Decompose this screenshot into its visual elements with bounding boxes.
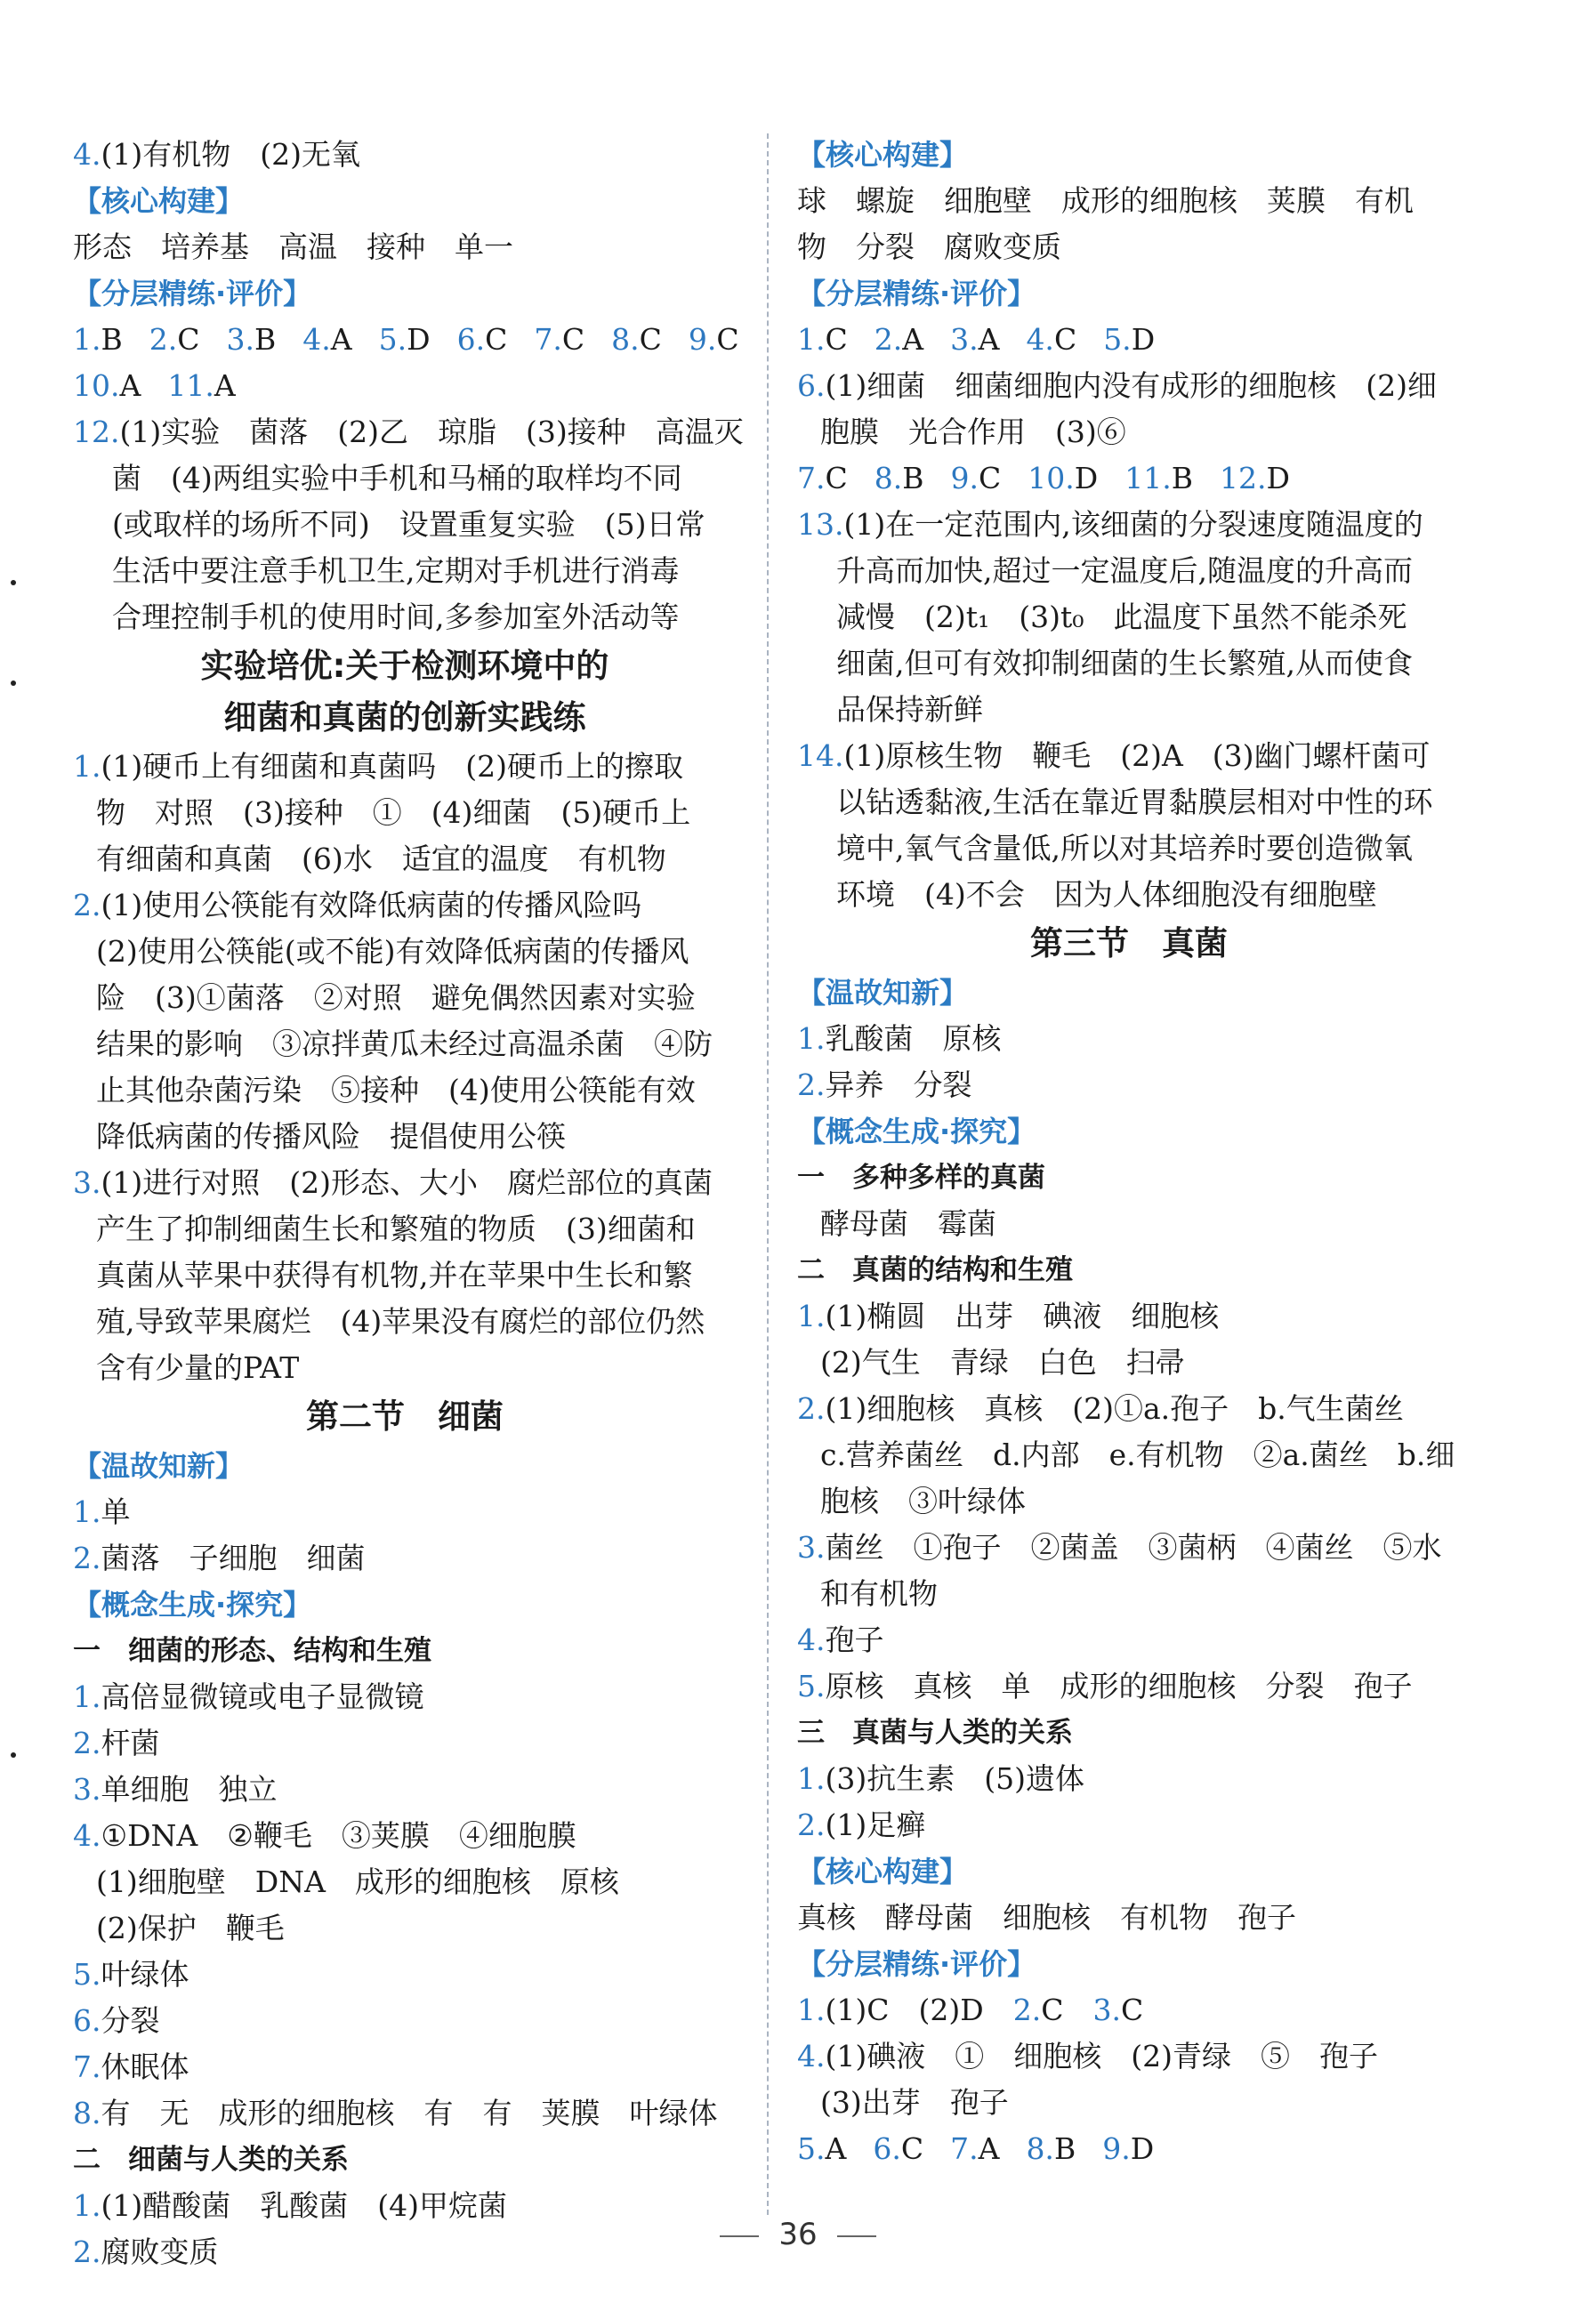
answer-item [797, 363, 1461, 409]
answer-continuation: 菌 (4)两组实验中手机和马桶的取样均不同 [112, 461, 682, 495]
choice-answers-row [797, 317, 1461, 363]
answer-text: C [1041, 1993, 1093, 2027]
answer-continuation: 和有机物 [820, 1576, 938, 1611]
answer-text: C [1120, 1993, 1144, 2027]
answer-letter: B [101, 322, 123, 357]
choice-answers-row [73, 317, 737, 363]
choice-answer [1124, 461, 1193, 495]
answer-text: (1)进行对照 (2)形态、大小 腐烂部位的真菌 [101, 1165, 713, 1200]
answer-item [73, 882, 737, 929]
answer-continuation: (2)保护 鞭毛 [96, 1911, 285, 1945]
answer-letter: C [1053, 322, 1077, 357]
answer-letter: C [979, 461, 1002, 495]
section-heading: 【分层精练·评价】 [797, 277, 1036, 310]
answer-item [797, 1525, 1461, 1571]
choice-answer [149, 322, 200, 357]
answer-text: 腐败变质 [101, 2235, 219, 2269]
choice-answer [1026, 2131, 1076, 2166]
choice-answer [227, 322, 277, 357]
answer-text: (1)足癣 [825, 1808, 926, 1842]
choice-answers-row [797, 1987, 1461, 2033]
choice-answer [457, 322, 508, 357]
answer-continuation: 含有少量的PAT [96, 1350, 300, 1385]
answer-letter: D [1074, 461, 1099, 495]
question-number: 1. [797, 1299, 826, 1333]
answer-text-line: 球 螺旋 细胞壁 成形的细胞核 荚膜 有机 [797, 183, 1414, 218]
answer-letter: D [1130, 2131, 1155, 2166]
answer-continuation: (或取样的场所不同) 设置重复实验 (5)日常 [112, 507, 705, 542]
choice-answer [797, 2131, 846, 2166]
answer-item [797, 1756, 1461, 1802]
question-number: 6. [73, 2003, 101, 2038]
answer-item [73, 132, 737, 178]
answer-continuation: 结果的影响 ③凉拌黄瓜未经过高温杀菌 ④防 [96, 1027, 713, 1061]
answer-item [73, 1489, 737, 1535]
footer-dash-left [720, 2235, 759, 2237]
question-number: 3. [797, 1530, 826, 1565]
answer-continuation: 减慢 (2)t₁ (3)t₀ 此温度下虽然不能杀死 [836, 600, 1407, 634]
answer-text: (1)硬币上有细菌和真菌吗 (2)硬币上的擦取 [101, 749, 683, 784]
answer-continuation: c.营养菌丝 d.内部 e.有机物 ②a.菌丝 b.细 [820, 1437, 1455, 1472]
subsection-heading: 一 细菌的形态、结构和生殖 [73, 1635, 431, 1667]
answer-item [797, 1663, 1461, 1710]
left-column [73, 132, 744, 2275]
answer-item [797, 2033, 1461, 2080]
question-number: 8. [611, 322, 640, 357]
question-number: 2. [73, 1541, 101, 1575]
section-heading: 【核心构建】 [797, 1855, 969, 1888]
question-number: 2. [73, 2235, 101, 2269]
question-number: 1. [73, 322, 101, 357]
answer-letter: D [1131, 322, 1156, 357]
answer-text: 分裂 [101, 2003, 160, 2038]
answer-letter: D [407, 322, 431, 357]
answer-text: 单细胞 独立 [101, 1772, 278, 1807]
choice-answer [1026, 322, 1076, 357]
question-number: 8. [73, 2096, 101, 2130]
column-divider [767, 133, 769, 2215]
question-number: 1. [73, 2188, 101, 2223]
answer-text: 叶绿体 [101, 1957, 189, 1992]
question-number: 9. [950, 461, 979, 495]
section-heading: 【核心构建】 [797, 138, 969, 172]
answer-continuation: 降低病菌的传播风险 提倡使用公筷 [96, 1119, 566, 1154]
question-number: 2. [874, 322, 903, 357]
answer-item [797, 1802, 1461, 1848]
question-number: 7. [534, 322, 562, 357]
choice-answer [302, 322, 351, 357]
answer-text: 孢子 [825, 1623, 884, 1657]
answer-letter: A [902, 322, 924, 357]
answer-item [797, 1617, 1461, 1663]
answer-continuation: (2)使用公筷能(或不能)有效降低病菌的传播风 [96, 934, 689, 969]
answer-item [73, 1160, 737, 1206]
answer-item [797, 1016, 1461, 1062]
question-number: 2. [73, 888, 101, 922]
answer-item [73, 1767, 737, 1813]
section-title: 细菌和真菌的创新实践练 [223, 698, 586, 737]
section-heading: 【温故知新】 [73, 1449, 245, 1483]
answer-text: (1)C (2)D [825, 1993, 1013, 2027]
answer-text: 异养 分裂 [825, 1067, 972, 1102]
choice-answer [873, 2131, 923, 2166]
answer-text: 乳酸菌 原核 [825, 1021, 1002, 1056]
answer-continuation: 真菌从苹果中获得有机物,并在苹果中生长和繁 [96, 1258, 693, 1292]
section-title: 实验培优:关于检测环境中的 [200, 647, 609, 685]
choice-answer [1028, 461, 1098, 495]
choice-answers-row [73, 363, 737, 409]
question-number: 2. [797, 1808, 826, 1842]
answer-text: (1)原核生物 鞭毛 (2)A (3)幽门螺杆菌可 [843, 738, 1431, 773]
question-number: 1. [73, 1494, 101, 1529]
answer-continuation: 胞核 ③叶绿体 [820, 1484, 1026, 1518]
answer-letter: B [1171, 461, 1193, 495]
answer-item [73, 2090, 737, 2137]
section-heading: 【分层精练·评价】 [797, 1947, 1036, 1981]
section-heading: 【概念生成·探究】 [797, 1115, 1036, 1148]
answer-text: (3)抗生素 (5)遗体 [825, 1761, 1084, 1796]
choice-answer [951, 461, 1002, 495]
answer-text: (1)椭圆 出芽 碘液 细胞核 [825, 1299, 1220, 1333]
answer-continuation: 产生了抑制细菌生长和繁殖的物质 (3)细菌和 [96, 1212, 696, 1246]
question-number: 8. [1026, 2131, 1054, 2166]
subsection-heading: 二 真菌的结构和生殖 [797, 1254, 1073, 1286]
answer-letter: C [716, 322, 739, 357]
answer-item [73, 2044, 737, 2090]
choice-answer [73, 368, 141, 403]
answer-text: 高倍显微镜或电子显微镜 [101, 1679, 424, 1714]
answer-text: (1)细胞核 真核 (2)①a.孢子 b.气生菌丝 [825, 1391, 1404, 1426]
answer-text: ①DNA ②鞭毛 ③荚膜 ④细胞膜 [101, 1818, 576, 1853]
choice-answer [73, 322, 123, 357]
question-number: 5. [73, 1957, 101, 1992]
answer-continuation: 环境 (4)不会 因为人体细胞没有细胞壁 [836, 877, 1377, 912]
choice-answer [950, 322, 999, 357]
answer-item [797, 1293, 1461, 1340]
answer-letter: B [1053, 2131, 1076, 2166]
answer-letter: C [900, 2131, 924, 2166]
subsection-heading: 一 多种多样的真菌 [797, 1162, 1045, 1194]
answer-text: (1)使用公筷能有效降低病菌的传播风险吗 [101, 888, 642, 922]
answer-item [73, 1813, 737, 1859]
question-number: 7. [73, 2049, 101, 2084]
answer-continuation: 酵母菌 霉菌 [820, 1206, 996, 1241]
question-number: 3. [950, 322, 979, 357]
question-number: 11. [167, 368, 214, 403]
answer-continuation: 胞膜 光合作用 (3)⑥ [820, 415, 1126, 449]
question-number: 14. [797, 738, 844, 773]
question-number: 1. [797, 1021, 826, 1056]
answer-continuation: (1)细胞壁 DNA 成形的细胞核 原核 [96, 1864, 619, 1899]
answer-letter: C [639, 322, 662, 357]
answer-item [73, 1720, 737, 1767]
question-number: 12. [1219, 461, 1267, 495]
question-number: 5. [797, 2131, 826, 2166]
answer-letter: A [978, 2131, 1000, 2166]
answer-continuation: (2)气生 青绿 白色 扫帚 [820, 1345, 1185, 1380]
answer-text: (1)碘液 ① 细胞核 (2)青绿 ⑤ 孢子 [825, 2039, 1378, 2073]
question-number: 5. [378, 322, 407, 357]
choice-answer [797, 322, 848, 357]
answer-letter: C [177, 322, 200, 357]
choice-answer [379, 322, 431, 357]
answer-text: (1)醋酸菌 乳酸菌 (4)甲烷菌 [101, 2188, 507, 2223]
answer-item [73, 1674, 737, 1720]
answer-letter: C [485, 322, 508, 357]
answer-item [797, 502, 1461, 548]
choice-answer [1220, 461, 1290, 495]
question-number: 1. [797, 1993, 826, 2027]
question-number: 10. [1028, 461, 1075, 495]
question-number: 4. [1026, 322, 1054, 357]
question-number: 1. [73, 749, 101, 784]
answer-letter: A [330, 322, 352, 357]
choice-answer [875, 322, 923, 357]
choice-answer [689, 322, 739, 357]
question-number: 7. [797, 461, 826, 495]
question-number: 2. [149, 322, 178, 357]
answer-letter: D [1266, 461, 1290, 495]
answer-continuation: 细菌,但可有效抑制细菌的生长繁殖,从而使食 [836, 646, 1413, 680]
choice-answer [875, 461, 924, 495]
question-number: 13. [797, 507, 844, 542]
answer-item [797, 1386, 1461, 1432]
choice-answer [1102, 2131, 1154, 2166]
margin-mark [11, 1752, 16, 1758]
answer-letter: C [825, 322, 848, 357]
answer-text-line: 形态 培养基 高温 接种 单一 [73, 229, 513, 264]
answer-text: 原核 真核 单 成形的细胞核 分裂 孢子 [825, 1669, 1413, 1703]
choice-answers-row [797, 455, 1461, 502]
answer-letter: B [902, 461, 924, 495]
answer-item [73, 1535, 737, 1582]
question-number: 3. [1092, 1993, 1121, 2027]
footer-dash-right [837, 2235, 876, 2237]
question-number: 9. [688, 322, 717, 357]
section-title: 第二节 细菌 [306, 1397, 504, 1436]
choice-answer [167, 368, 235, 403]
question-number: 11. [1124, 461, 1172, 495]
section-heading: 【核心构建】 [73, 184, 245, 218]
question-number: 6. [873, 2131, 901, 2166]
answer-continuation: 合理控制手机的使用时间,多参加室外活动等 [112, 600, 680, 634]
section-title: 第三节 真菌 [1030, 924, 1228, 962]
answer-text: (1)在一定范围内,该细菌的分裂速度随温度的 [843, 507, 1423, 542]
answer-text: 菌丝 ①孢子 ②菌盖 ③菌柄 ④菌丝 ⑤水 [825, 1530, 1442, 1565]
question-number: 3. [73, 1165, 101, 1200]
answer-text-line: 真核 酵母菌 细胞核 有机物 孢子 [797, 1900, 1296, 1935]
question-number: 9. [1102, 2131, 1131, 2166]
choice-answer [950, 2131, 999, 2166]
choice-answer [1103, 322, 1155, 357]
answer-continuation: 品保持新鲜 [836, 692, 983, 727]
answer-text: 菌落 子细胞 细菌 [101, 1541, 366, 1575]
section-heading: 【概念生成·探究】 [73, 1588, 312, 1622]
page-footer [0, 2217, 1596, 2252]
answer-letter: A [825, 2131, 847, 2166]
choice-answers-row [797, 2126, 1461, 2172]
section-heading: 【温故知新】 [797, 976, 969, 1010]
margin-mark [11, 680, 16, 686]
answer-letter: A [978, 322, 1000, 357]
question-number: 6. [797, 368, 826, 403]
right-column [797, 132, 1461, 2172]
answer-continuation: 殖,导致苹果腐烂 (4)苹果没有腐烂的部位仍然 [96, 1304, 705, 1339]
answer-continuation: 以钻透黏液,生活在靠近胃黏膜层相对中性的环 [836, 785, 1433, 819]
question-number: 4. [797, 2039, 826, 2073]
answer-continuation: 物 对照 (3)接种 ① (4)细菌 (5)硬币上 [96, 795, 691, 830]
answer-text: 杆菌 [101, 1726, 160, 1760]
question-number: 2. [797, 1067, 826, 1102]
answer-text: 单 [101, 1494, 131, 1529]
answer-continuation: (3)出芽 孢子 [820, 2085, 1009, 2120]
question-number: 1. [73, 1679, 101, 1714]
answer-continuation: 险 (3)①菌落 ②对照 避免偶然因素对实验 [96, 980, 696, 1015]
question-number: 2. [1012, 1993, 1042, 2027]
answer-continuation: 有细菌和真菌 (6)水 适宜的温度 有机物 [96, 841, 666, 876]
answer-letter: C [825, 461, 848, 495]
question-number: 4. [797, 1623, 826, 1657]
answer-letter: B [254, 322, 277, 357]
section-heading: 【分层精练·评价】 [73, 277, 312, 310]
question-number: 4. [73, 1818, 101, 1853]
choice-answer [797, 461, 848, 495]
question-number: 2. [73, 1726, 101, 1760]
question-number: 12. [73, 415, 120, 449]
question-number: 6. [456, 322, 486, 357]
answer-text: (1)实验 菌落 (2)乙 琼脂 (3)接种 高温灭 [119, 415, 744, 449]
answer-text: 休眠体 [101, 2049, 189, 2084]
subsection-heading: 三 真菌与人类的关系 [797, 1717, 1073, 1749]
question-number: 4. [73, 137, 101, 172]
answer-text-line: 物 分裂 腐败变质 [797, 229, 1061, 264]
answer-continuation: 境中,氧气含量低,所以对其培养时要创造微氧 [836, 831, 1413, 866]
question-number: 4. [302, 322, 331, 357]
question-number: 10. [73, 368, 120, 403]
subsection-heading: 二 细菌与人类的关系 [73, 2144, 349, 2176]
choice-answer [611, 322, 662, 357]
question-number: 5. [797, 1669, 826, 1703]
answer-text: 有 无 成形的细胞核 有 有 荚膜 叶绿体 [101, 2096, 718, 2130]
answer-item [73, 1998, 737, 2044]
answer-letter: A [119, 368, 141, 403]
question-number: 2. [797, 1391, 826, 1426]
answer-text: (1)有机物 (2)无氧 [101, 137, 360, 172]
question-number: 3. [73, 1772, 101, 1807]
answer-item [73, 1952, 737, 1998]
answer-letter: C [561, 322, 585, 357]
page-number: 36 [778, 2217, 818, 2252]
answer-item [73, 409, 744, 455]
answer-item [797, 1062, 1461, 1108]
question-number: 7. [950, 2131, 979, 2166]
question-number: 8. [874, 461, 903, 495]
question-number: 1. [797, 1761, 826, 1796]
question-number: 1. [797, 322, 826, 357]
question-number: 3. [226, 322, 255, 357]
margin-mark [11, 580, 16, 585]
choice-answer [534, 322, 584, 357]
question-number: 5. [1103, 322, 1132, 357]
answer-continuation: 生活中要注意手机卫生,定期对手机进行消毒 [112, 553, 680, 588]
answer-item [797, 733, 1461, 779]
answer-letter: A [214, 368, 236, 403]
answer-text: (1)细菌 细菌细胞内没有成形的细胞核 (2)细 [825, 368, 1437, 403]
answer-item [73, 744, 737, 790]
answer-continuation: 止其他杂菌污染 ⑤接种 (4)使用公筷能有效 [96, 1073, 696, 1107]
answer-continuation: 升高而加快,超过一定温度后,随温度的升高而 [836, 553, 1413, 588]
